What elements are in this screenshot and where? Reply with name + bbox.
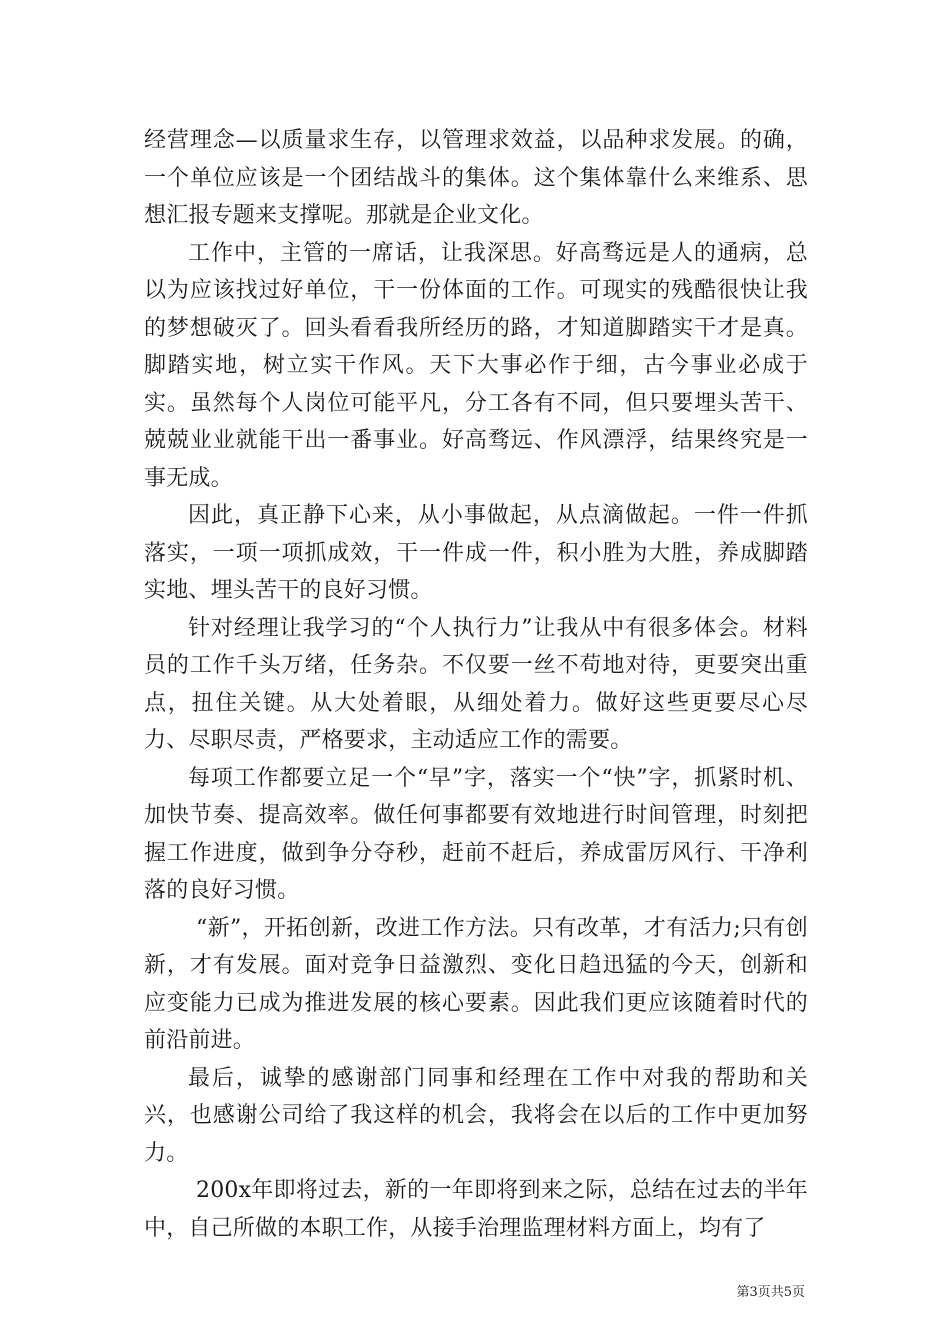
paragraph-8: 200x年即将过去，新的一年即将到来之际，总结在过去的半年中，自己所做的本职工作，从接手治理监理材料方面上，均有了 [144, 1178, 808, 1241]
paragraph-2: 工作中，主管的一席话，让我深思。好高骛远是人的通病，总以为应该找过好单位，干一份体面的工作。可现实的残酷很快让我的梦想破灭了。回头看看我所经历的路，才知道脚踏实干才是真。脚踏实地，树立实干作风。天下大事必作于细，古今事业必成于实。虽然每个人岗位可能平凡，分工各有不同，但只要埋头苦干、兢兢业业就能干出一番事业。好高骛远、作风漂浮，结果终究是一事无成。 [144, 240, 808, 491]
paragraph-7: 最后，诚挚的感谢部门同事和经理在工作中对我的帮助和关兴，也感谢公司给了我这样的机会，我将会在以后的工作中更加努力。 [144, 1065, 808, 1166]
document-body [144, 122, 808, 1247]
paragraph-5: 每项工作都要立足一个“早”字，落实一个“快”字，抓紧时机、加快节奏、提高效率。做任何事都要有效地进行时间管理，时刻把握工作进度，做到争分夺秒，赶前不赶后，养成雷厉风行、干净利落的良好习惯。 [144, 765, 808, 903]
paragraph-4: 针对经理让我学习的“个人执行力”让我从中有很多体会。材料员的工作千头万绪，任务杂。不仅要一丝不苟地对待，更要突出重点，扭住关键。从大处着眼，从细处着力。做好这些更要尽心尽力、尽职尽责，严格要求，主动适应工作的需要。 [144, 615, 808, 753]
page-number-footer: 第3页共5页 [736, 1285, 805, 1300]
paragraph-6: “新”，开拓创新，改进工作方法。只有改革，才有活力;只有创新，才有发展。面对竞争日益激烈、变化日趋迅猛的今天，创新和应变能力已成为推进发展的核心要素。因此我们更应该随着时代的前沿前进。 [144, 915, 808, 1053]
paragraph-3: 因此，真正静下心来，从小事做起，从点滴做起。一件一件抓落实，一项一项抓成效，干一件成一件，积小胜为大胜，养成脚踏实地、埋头苦干的良好习惯。 [144, 503, 808, 603]
paragraph-1: 经营理念—以质量求生存，以管理求效益，以品种求发展。的确，一个单位应该是一个团结战斗的集体。这个集体靠什么来维系、思想汇报专题来支撑呢。那就是企业文化。 [144, 128, 808, 228]
